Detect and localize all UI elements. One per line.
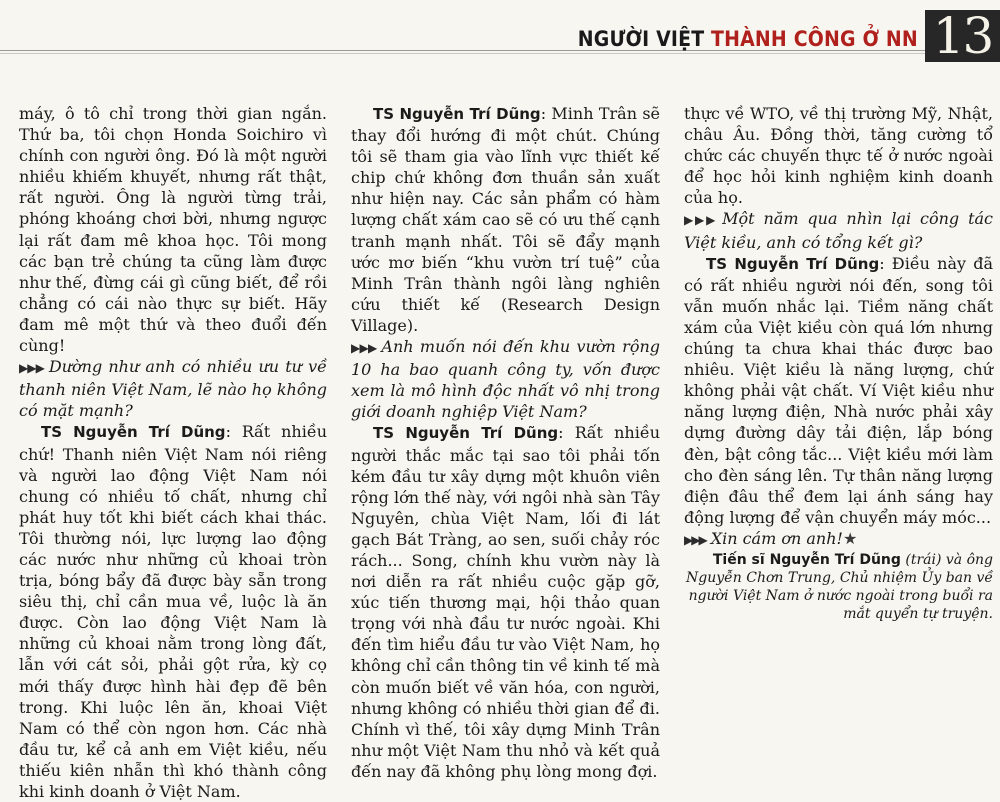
paragraph: thực về WTO, về thị trường Mỹ, Nhật, châu Âu. Đồng thời, tăng cường tổ chức các chuyến thực tế ở nước ngoài để học hỏi kinh nghiệm kinh doanh của họ. [684,104,993,208]
interview-answer [351,103,660,336]
speaker-name: TS Nguyễn Trí Dũng [41,423,226,442]
answer-text: : Rất nhiều chứ! Thanh niên Việt Nam nói riêng và người lao động Việt Nam nói chung có nhiều tố chất, nhưng chỉ phát huy tốt khi biết cách khai thác. Tôi thường nói, lực lượng lao động các nước như những củ khoai tròn trịa, bóng bẩy đã được bày sẵn trong siêu thị, chỉ cần mua về, luộc là ăn được. Còn lao động Việt Nam là những củ khoai nằm trong lòng đất, lẫn với cát sỏi, phải gột rửa, kỳ cọ mới thấy được hình hài đẹp đẽ bên trong. Khi luộc lên ăn, khoai Việt Nam có thể còn ngon hơn. Các nhà đầu tư, kể cả anh em Việt kiều, nếu thiếu kiên nhẫn thì khó thành công khi kinh doanh ở Việt Nam. [19,422,327,801]
section-title-part2: THÀNH CÔNG Ở NN [711,27,918,51]
closing-remark [684,528,993,551]
interview-answer [351,422,660,782]
question-marker-icon: ▶▶▶ [351,341,377,356]
section-title [578,27,918,51]
answer-text: : Rất nhiều người thắc mắc tại sao tôi phải tốn kém đầu tư xây dựng một khuôn viên rộng lớn thế này, với ngôi nhà sàn Tây Nguyên, chùa Việt Nam, lối đi lát gạch Bát Tràng, ao sen, suối chảy róc rách... Song, chính khu vườn này là nơi diễn ra rất nhiều cuộc gặp gỡ, xúc tiến thương mại, hội thảo quan trọng với nhà đầu tư nước ngoài. Khi đến tìm hiểu đầu tư vào Việt Nam, họ không chỉ cần thông tin về kinh tế mà còn muốn biết về văn hóa, con người, nhưng không có nhiều thời gian để đi. Chính vì thế, tôi xây dựng Minh Trân như một Việt Nam thu nhỏ và kết quả đến nay đã không phụ lòng mong đợi. [351,423,660,781]
section-title-part1: NGƯỜI VIỆT [577,27,705,51]
answer-text: : Điều này đã có rất nhiều người nói đến, song tôi vẫn muốn nhắc lại. Tiềm năng chất xám của Việt kiều còn quá lớn nhưng chúng ta chưa khai thác được bao nhiêu. Việt kiều là năng lượng, chứ không phải vật chất. Ví Việt kiều như năng lượng điện, Nhà nước phải xây dựng đường dây tải điện, lắp bóng đèn, bật công tắc... Việt kiều mới làm cho đèn sáng lên. Tự thân năng lượng điện đâu thể đem lại ánh sáng hay động lượng để vận chuyển máy móc... [684,253,993,527]
interview-answer [684,253,993,528]
article-column-2 [351,103,661,781]
article-column-3 [684,103,993,741]
question-marker-icon: ▶▶▶ [684,213,718,228]
article-column-1 [19,103,328,801]
interview-answer [19,421,327,802]
question-marker-icon: ▶▶▶ [684,532,706,547]
speaker-name: TS Nguyễn Trí Dũng [373,105,541,123]
question-text: Anh muốn nói đến khu vườn rộng 10 ha bao quanh công ty, vốn được xem là mô hình độc nhất vô nhị trong giới doanh nghiệp Việt Nam? [351,337,661,422]
question-text: Một năm qua nhìn lại công tác Việt kiều, anh có tổng kết gì? [684,209,994,252]
question-text: Dường như anh có nhiều ưu tư về thanh niên Việt Nam, lẽ nào họ không có mặt mạnh? [19,357,328,421]
paragraph: máy, ô tô chỉ trong thời gian ngắn. Thứ ba, tôi chọn Honda Soichiro vì chính con người ông. Đó là một người nhiều khiếm khuyết, nhưng rất thật, rất người. Ông là người từng trải, phóng khoáng chơi bời, nhưng ngược lại rất đam mê khoa học. Tôi mong các bạn trẻ chúng ta cũng làm được như thế, đừng cái gì cũng biết, để rồi chẳng có cái nào thực sự biết. Hãy đam mê một thứ và theo đuổi đến cùng! [19,104,327,356]
photo-caption [684,551,993,623]
interview-question [351,336,660,422]
answer-text: : Minh Trân sẽ thay đổi hướng đi một chút. Chúng tôi sẽ tham gia vào lĩnh vực thiết kế chip chứ không đơn thuần sản xuất như hiện nay. Các sản phẩm có hàm lượng chất xám cao sẽ có ưu thế cạnh tranh mạnh nhất. Tôi sẽ đẩy mạnh ước mơ biến “khu vườn trí tuệ” của Minh Trân thành ngôi làng nghiên cứu thiết kế (Research Design Village). [351,104,660,335]
speaker-name: TS Nguyễn Trí Dũng [373,424,559,443]
interview-question [19,356,327,421]
speaker-name: TS Nguyễn Trí Dũng [706,254,880,273]
closing-text: Xin cám ơn anh! [710,528,843,548]
page-header [0,0,1000,64]
interview-question [684,208,993,252]
page-number: 13 [925,10,1000,62]
caption-name: Tiến sĩ Nguyễn Trí Dũng [712,551,901,568]
caption-text: (trái) và ông Nguyễn Chơn Trung, Chủ nhiệm Ủy ban về người Việt Nam ở nước ngoài trong buổi ra mắt quyển tự truyện. [686,551,993,622]
question-marker-icon: ▶▶▶ [19,361,44,376]
header-rule-secondary [0,53,925,54]
end-star-icon: ★ [842,528,858,548]
